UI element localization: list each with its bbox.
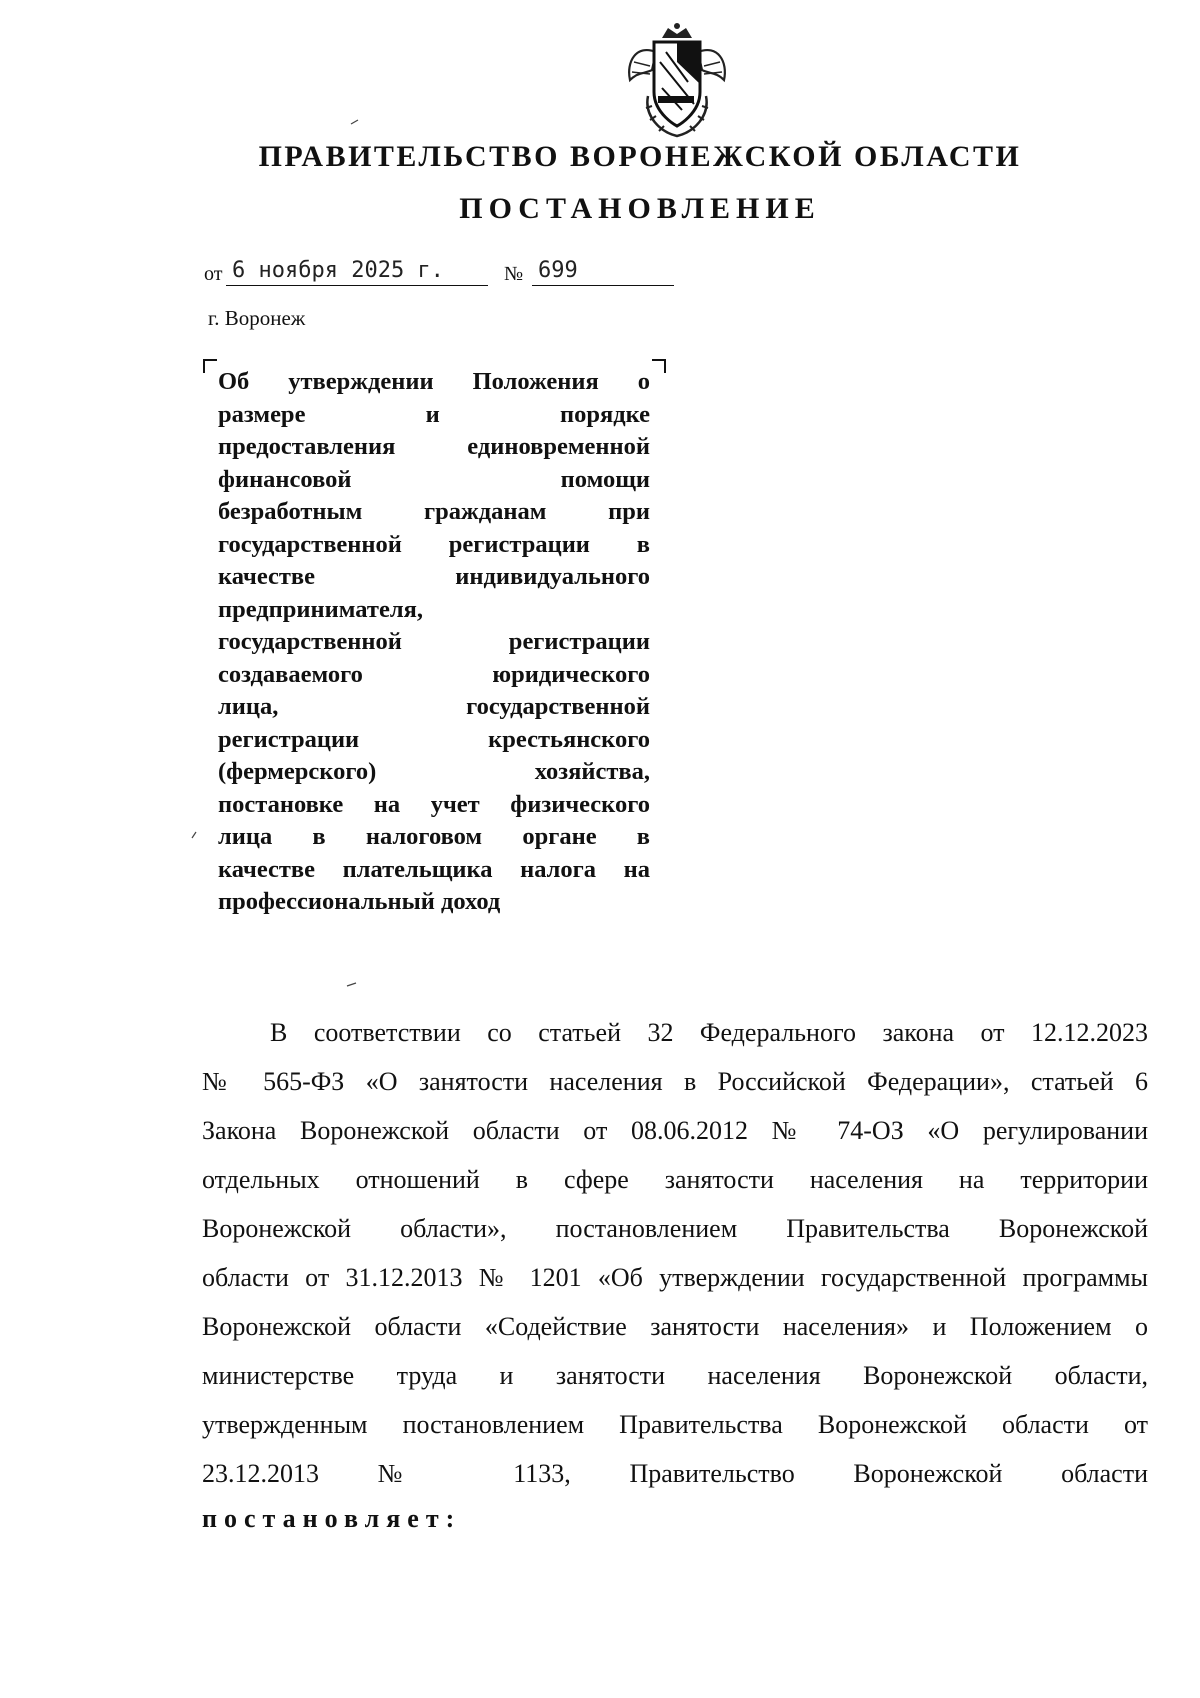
subject-line: (фермерского) хозяйства, — [218, 758, 650, 785]
subject-line: государственной регистрации — [218, 628, 650, 655]
preamble-paragraph — [202, 1008, 1148, 1498]
number-label: № — [504, 263, 524, 285]
subject-line: предпринимателя, — [218, 595, 423, 623]
document-type-title: ПОСТАНОВЛЕНИЕ — [459, 192, 821, 225]
subject-line: лица в налоговом органе в — [218, 823, 650, 850]
subject-line: постановке на учет физического — [218, 790, 650, 818]
body-line: 23.12.2013 № 1133, Правительство Воронежской области — [202, 1459, 1148, 1488]
subject-heading — [218, 366, 650, 919]
body-line: Воронежской области «Содействие занятости населения» и Положением о — [202, 1312, 1148, 1341]
date-value: 6 ноября 2025 г. — [226, 258, 488, 286]
subject-line: Об утверждении Положения о — [218, 368, 650, 395]
body-line: № 565-ФЗ «О занятости населения в Российской Федерации», статьей 6 — [202, 1067, 1148, 1096]
scan-mark — [350, 118, 360, 126]
subject-line: качестве индивидуального — [218, 563, 650, 590]
subject-line: размере и порядке — [218, 400, 650, 428]
scan-mark — [190, 830, 200, 840]
city-label: г. Воронеж — [208, 306, 306, 330]
subject-line: финансовой помощи — [218, 465, 650, 493]
subject-line: предоставления единовременной — [218, 433, 650, 460]
body-line: отдельных отношений в сфере занятости населения на территории — [202, 1165, 1148, 1194]
subject-bracket-right — [652, 359, 666, 373]
subject-line: профессиональный доход — [218, 888, 501, 915]
subject-line: регистрации крестьянского — [218, 725, 650, 753]
body-line: области от 31.12.2013 № 1201 «Об утверждении государственной программы — [202, 1263, 1148, 1292]
body-line: министерстве труда и занятости населения Воронежской области, — [202, 1361, 1148, 1390]
decree-word: постановляет: — [202, 1504, 462, 1533]
subject-line: лица, государственной — [218, 693, 650, 720]
subject-line: безработным гражданам при — [218, 498, 650, 525]
government-title: ПРАВИТЕЛЬСТВО ВОРОНЕЖСКОЙ ОБЛАСТИ — [258, 140, 1022, 173]
body-line: Воронежской области», постановлением Правительства Воронежской — [202, 1214, 1148, 1243]
date-label: от — [204, 263, 223, 285]
subject-line: создаваемого юридического — [218, 660, 650, 688]
subject-bracket-left — [203, 359, 217, 373]
number-value: 699 — [532, 258, 674, 286]
body-line: В соответствии со статьей 32 Федерального закона от 12.12.2023 — [270, 1018, 1148, 1047]
scan-mark — [346, 980, 358, 988]
body-line: утвержденным постановлением Правительства Воронежской области от — [202, 1410, 1148, 1439]
coat-of-arms-icon — [622, 22, 732, 140]
date-number-line — [204, 256, 684, 290]
subject-line: государственной регистрации в — [218, 530, 650, 558]
body-line: Закона Воронежской области от 08.06.2012 № 74-ОЗ «О регулировании — [202, 1116, 1148, 1145]
subject-line: качестве плательщика налога на — [218, 855, 650, 883]
